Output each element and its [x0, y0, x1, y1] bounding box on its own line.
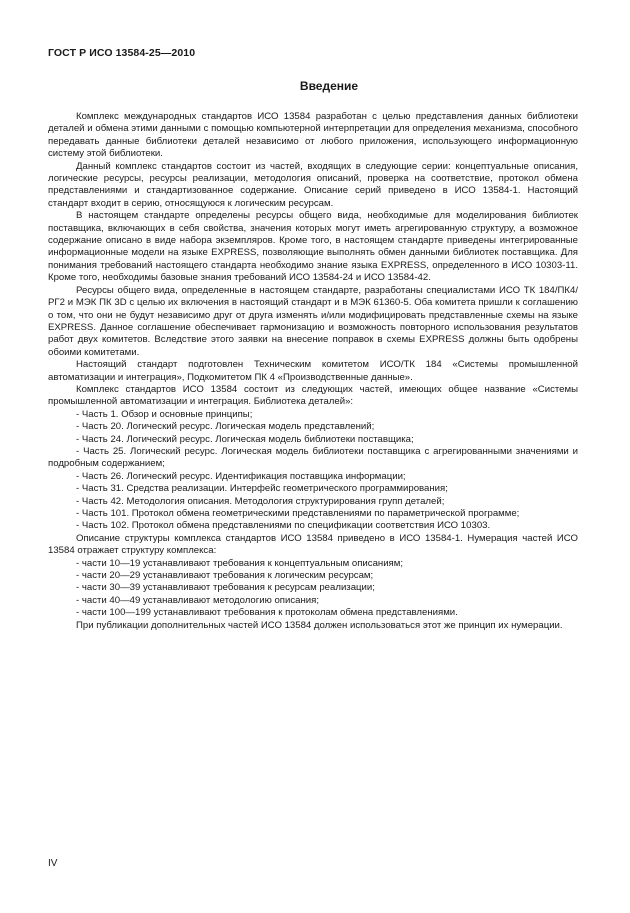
paragraph: Комплекс международных стандартов ИСО 13584 разработан с целью представления данных библиотеки деталей и обмена этими данными с помощью компьютерной интерпретации для определения механизма, способного передавать данные библиотеки деталей независимо от любого приложения, использующего информационную систему этой библиотеки.	[48, 111, 578, 160]
list-item: - Часть 20. Логический ресурс. Логическая модель представлений;	[76, 421, 375, 433]
paragraph: Данный комплекс стандартов состоит из частей, входящих в следующие серии: концептуальные описания, логические ресурсы, ресурсы реализации, методология описаний, проверка на соответствие, протокол обмена представлениями и стандартизованное содержание. Описание серий приведено в ИСО 13584-1. Настоящий стандарт входит в серию, относящуюся к логическим ресурсам.	[48, 160, 578, 209]
paragraph: Комплекс стандартов ИСО 13584 состоит из следующих частей, имеющих общее название «Системы промышленной автоматизации и интеграция. Библиотека деталей»:	[48, 383, 578, 408]
list-item: - Часть 31. Средства реализации. Интерфейс геометрического программирования;	[76, 483, 448, 495]
list-item: - Часть 26. Логический ресурс. Идентификация поставщика информации;	[76, 470, 406, 482]
list-item: - Часть 1. Обзор и основные принципы;	[76, 408, 253, 420]
paragraph: В настоящем стандарте определены ресурсы общего вида, необходимые для моделирования библиотек поставщика, включающих в себя свойства, значения которых могут иметь агрегированную структуру, а возможное содержание описано в виде набора экземпляров. Кроме того, в настоящем стандарте приведены интегрированные информационные модели на языке EXPRESS, позволяющие выполнять обмен данными библиотек поставщика. Для понимания требований настоящего стандарта необходимо знание языка EXPRESS, определенного в ИСО 10303-11. Кроме того, необходимы базовые знания требований ИСО 13584-24 и ИСО 13584-42.	[48, 210, 578, 284]
paragraph: При публикации дополнительных частей ИСО 13584 должен использоваться этот же принцип их нумерации.	[76, 619, 563, 631]
list-item: - Часть 24. Логический ресурс. Логическая модель библиотеки поставщика;	[76, 433, 414, 445]
list-item: - части 100—199 устанавливают требования к протоколам обмена представлениями.	[76, 607, 458, 619]
page-number: IV	[48, 858, 58, 869]
body-text	[48, 111, 578, 632]
list-item: - Часть 102. Протокол обмена представлениями по спецификации соответствия ИСО 10303.	[76, 520, 491, 532]
page-title: Введение	[299, 79, 359, 93]
list-item: - части 30—39 устанавливают требования к ресурсам реализации;	[76, 582, 375, 594]
paragraph: Ресурсы общего вида, определенные в настоящем стандарте, разработаны специалистами ИСО ТК 184/ПК4/РГ2 и МЭК ПК 3D с целью их включения в настоящий стандарт и в МЭК 61360-5. Оба комитета пришли к соглашению о том, что они не будут независимо друг от друга изменять и/или модифицировать представленные схемы на языке EXPRESS. Данное соглашение обеспечивает гармонизацию и возможность повторного использования результатов работ двух комитетов. Вследствие этого заявки на внесение поправок в схемы EXPRESS должны быть одобрены обоими комитетами.	[48, 284, 578, 358]
list-item: - части 10—19 устанавливают требования к концептуальным описаниям;	[76, 557, 404, 569]
paragraph: Описание структуры комплекса стандартов ИСО 13584 приведено в ИСО 13584-1. Нумерация частей ИСО 13584 отражает структуру комплекса:	[48, 532, 578, 557]
list-item: - части 20—29 устанавливают требования к логическим ресурсам;	[76, 570, 374, 582]
list-item: - части 40—49 устанавливают методологию описания;	[76, 594, 320, 606]
list-item: - Часть 101. Протокол обмена геометрическими представлениями по параметрической программе;	[76, 508, 520, 519]
list-item: - Часть 25. Логический ресурс. Логическая модель библиотеки поставщика с агрегированными значениями и подробным содержанием;	[48, 445, 578, 470]
list-item: - Часть 42. Методология описания. Методология структурирования групп деталей;	[76, 495, 445, 507]
document-header: ГОСТ Р ИСО 13584-25—2010	[48, 47, 196, 59]
paragraph: Настоящий стандарт подготовлен Техническим комитетом ИСО/ТК 184 «Системы промышленной автоматизации и интеграция», Подкомитетом ПК 4 «Производственные данные».	[48, 359, 578, 383]
